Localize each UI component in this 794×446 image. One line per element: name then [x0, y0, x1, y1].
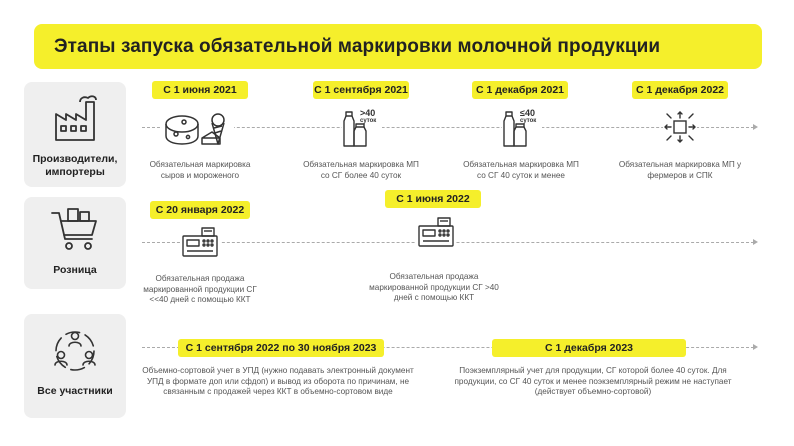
stage-date-tag: С 1 декабря 2021: [472, 81, 568, 99]
shelf-life-badge-number: ≤40: [520, 108, 535, 118]
box-with-arrows-icon: [663, 110, 697, 149]
category-label: Производители, импортеры: [32, 153, 118, 178]
timeline-arrow: [753, 239, 758, 245]
stage-description: Обязательная маркировка МП у фермеров и СПК: [618, 160, 742, 180]
stage-description: Обязательная маркировка МП со СГ 40 суток и менее: [463, 160, 579, 180]
cash-register-icon: [416, 216, 456, 253]
shelf-life-badge-number: >40: [360, 108, 376, 118]
stage-description: Обязательная маркировка сыров и мороженого: [149, 160, 251, 180]
milk-bottles-over-40-days-icon: [342, 108, 382, 148]
stage-date-tag: С 1 сентября 2022 по 30 ноября 2023: [178, 339, 384, 357]
shelf-life-badge-unit: суток: [360, 118, 377, 124]
category-retail: [24, 197, 126, 289]
cash-register-icon: [180, 226, 220, 263]
category-label: Розница: [53, 264, 97, 276]
stage-description: Объемно-сортовой учет в УПД (нужно подавать электронный документ УПД в формате доп или сфдоп) и вывод из оборота по причинам, не связанным с продажей через ККТ в объемно-сортовом виде: [142, 366, 414, 396]
shopping-cart-icon: [50, 207, 100, 258]
cheese-and-icecream-icon: [162, 110, 234, 153]
title-banner: [34, 24, 762, 69]
stage-date-tag: С 20 января 2022: [150, 201, 250, 219]
factory-icon: [50, 94, 100, 147]
stage-description: Поэкземплярный учет для продукции, СГ которой более 40 суток. Для продукции, со СГ 40 суток и менее поэкземплярный режим не наступает (действует объемно-сортовой): [454, 366, 732, 396]
timeline-arrow: [753, 344, 758, 350]
category-producers: [24, 82, 126, 187]
milk-bottles-under-40-days-icon: [502, 108, 542, 148]
stage-date-tag: С 1 декабря 2022: [632, 81, 728, 99]
stage-date-tag: С 1 июня 2021: [152, 81, 248, 99]
category-label: Все участники: [37, 385, 113, 397]
stage-date-tag: С 1 декабря 2023: [492, 339, 686, 357]
timeline-arrow: [753, 124, 758, 130]
participants-network-icon: [50, 328, 100, 379]
stage-date-tag: С 1 июня 2022: [385, 190, 481, 208]
stage-date-tag: С 1 сентября 2021: [313, 81, 409, 99]
stage-description: Обязательная продажа маркированной продукции СГ <<40 дней с помощью ККТ: [143, 274, 257, 304]
shelf-life-badge-unit: суток: [520, 118, 537, 124]
page-title: Этапы запуска обязательной маркировки молочной продукции: [54, 35, 661, 57]
category-all-participants: [24, 314, 126, 418]
stage-description: Обязательная маркировка МП со СГ более 40 суток: [303, 160, 419, 180]
stage-description: Обязательная продажа маркированной продукции СГ >40 дней с помощью ККТ: [369, 272, 499, 302]
